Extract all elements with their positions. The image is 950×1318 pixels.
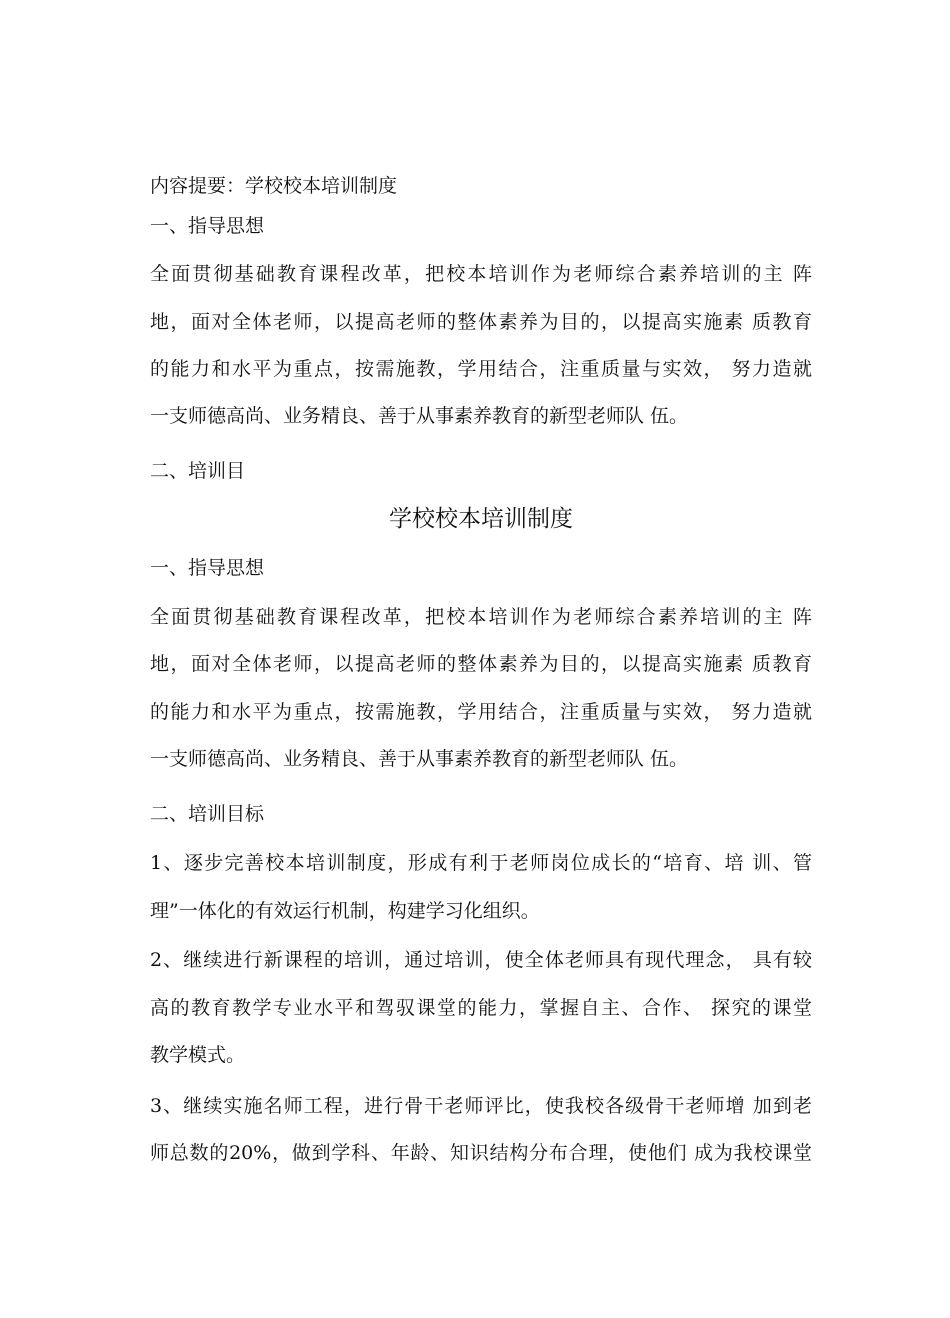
paragraph-line: 全面贯彻基础教育课程改革，把校本培训作为老师综合素养培训的主 阵: [150, 606, 812, 628]
summary-line: 内容提要：学校校本培训制度: [150, 175, 398, 197]
goal-item-3-line: 3、继续实施名师工程，进行骨干老师评比，使我校各级骨干老师增 加到老: [150, 1095, 812, 1117]
paragraph-line: 的能力和水平为重点，按需施教，学用结合，注重质量与实效， 努力造就: [150, 701, 812, 723]
goal-item-3-line: 师总数的20%，做到学科、年龄、知识结构分布合理，使他们 成为我校课堂: [150, 1142, 812, 1164]
goal-item-1-line: 1、逐步完善校本培训制度，形成有利于老师岗位成长的“培育、培 训、管: [150, 852, 812, 874]
intro-heading-guiding-thought: 一、指导思想: [150, 215, 265, 237]
paragraph-line: 地，面对全体老师，以提高老师的整体素养为目的，以提高实施素 质教育: [150, 653, 812, 675]
goal-item-2-line: 教学模式。: [150, 1044, 246, 1066]
section-heading-training-goals: 二、培训目标: [150, 803, 265, 825]
document-title: 学校校本培训制度: [389, 506, 573, 532]
section-heading-guiding-thought: 一、指导思想: [150, 557, 265, 579]
intro-heading-training-goals: 二、培训目: [150, 460, 246, 482]
intro-paragraph-line: 的能力和水平为重点，按需施教，学用结合，注重质量与实效， 努力造就: [150, 358, 812, 380]
intro-paragraph-line: 一支师德高尚、业务精良、善于从事素养教育的新型老师队 伍。: [150, 405, 689, 427]
goal-item-2-line: 2、继续进行新课程的培训，通过培训，使全体老师具有现代理念， 具有较: [150, 949, 812, 971]
intro-paragraph-line: 地，面对全体老师，以提高老师的整体素养为目的，以提高实施素 质教育: [150, 311, 812, 333]
paragraph-line: 一支师德高尚、业务精良、善于从事素养教育的新型老师队 伍。: [150, 748, 689, 770]
goal-item-2-line: 高的教育教学专业水平和驾驭课堂的能力，掌握自主、合作、 探究的课堂: [150, 997, 812, 1019]
goal-item-1-line: 理”一体化的有效运行机制，构建学习化组织。: [150, 900, 540, 922]
intro-paragraph-line: 全面贯彻基础教育课程改革，把校本培训作为老师综合素养培训的主 阵: [150, 263, 812, 285]
